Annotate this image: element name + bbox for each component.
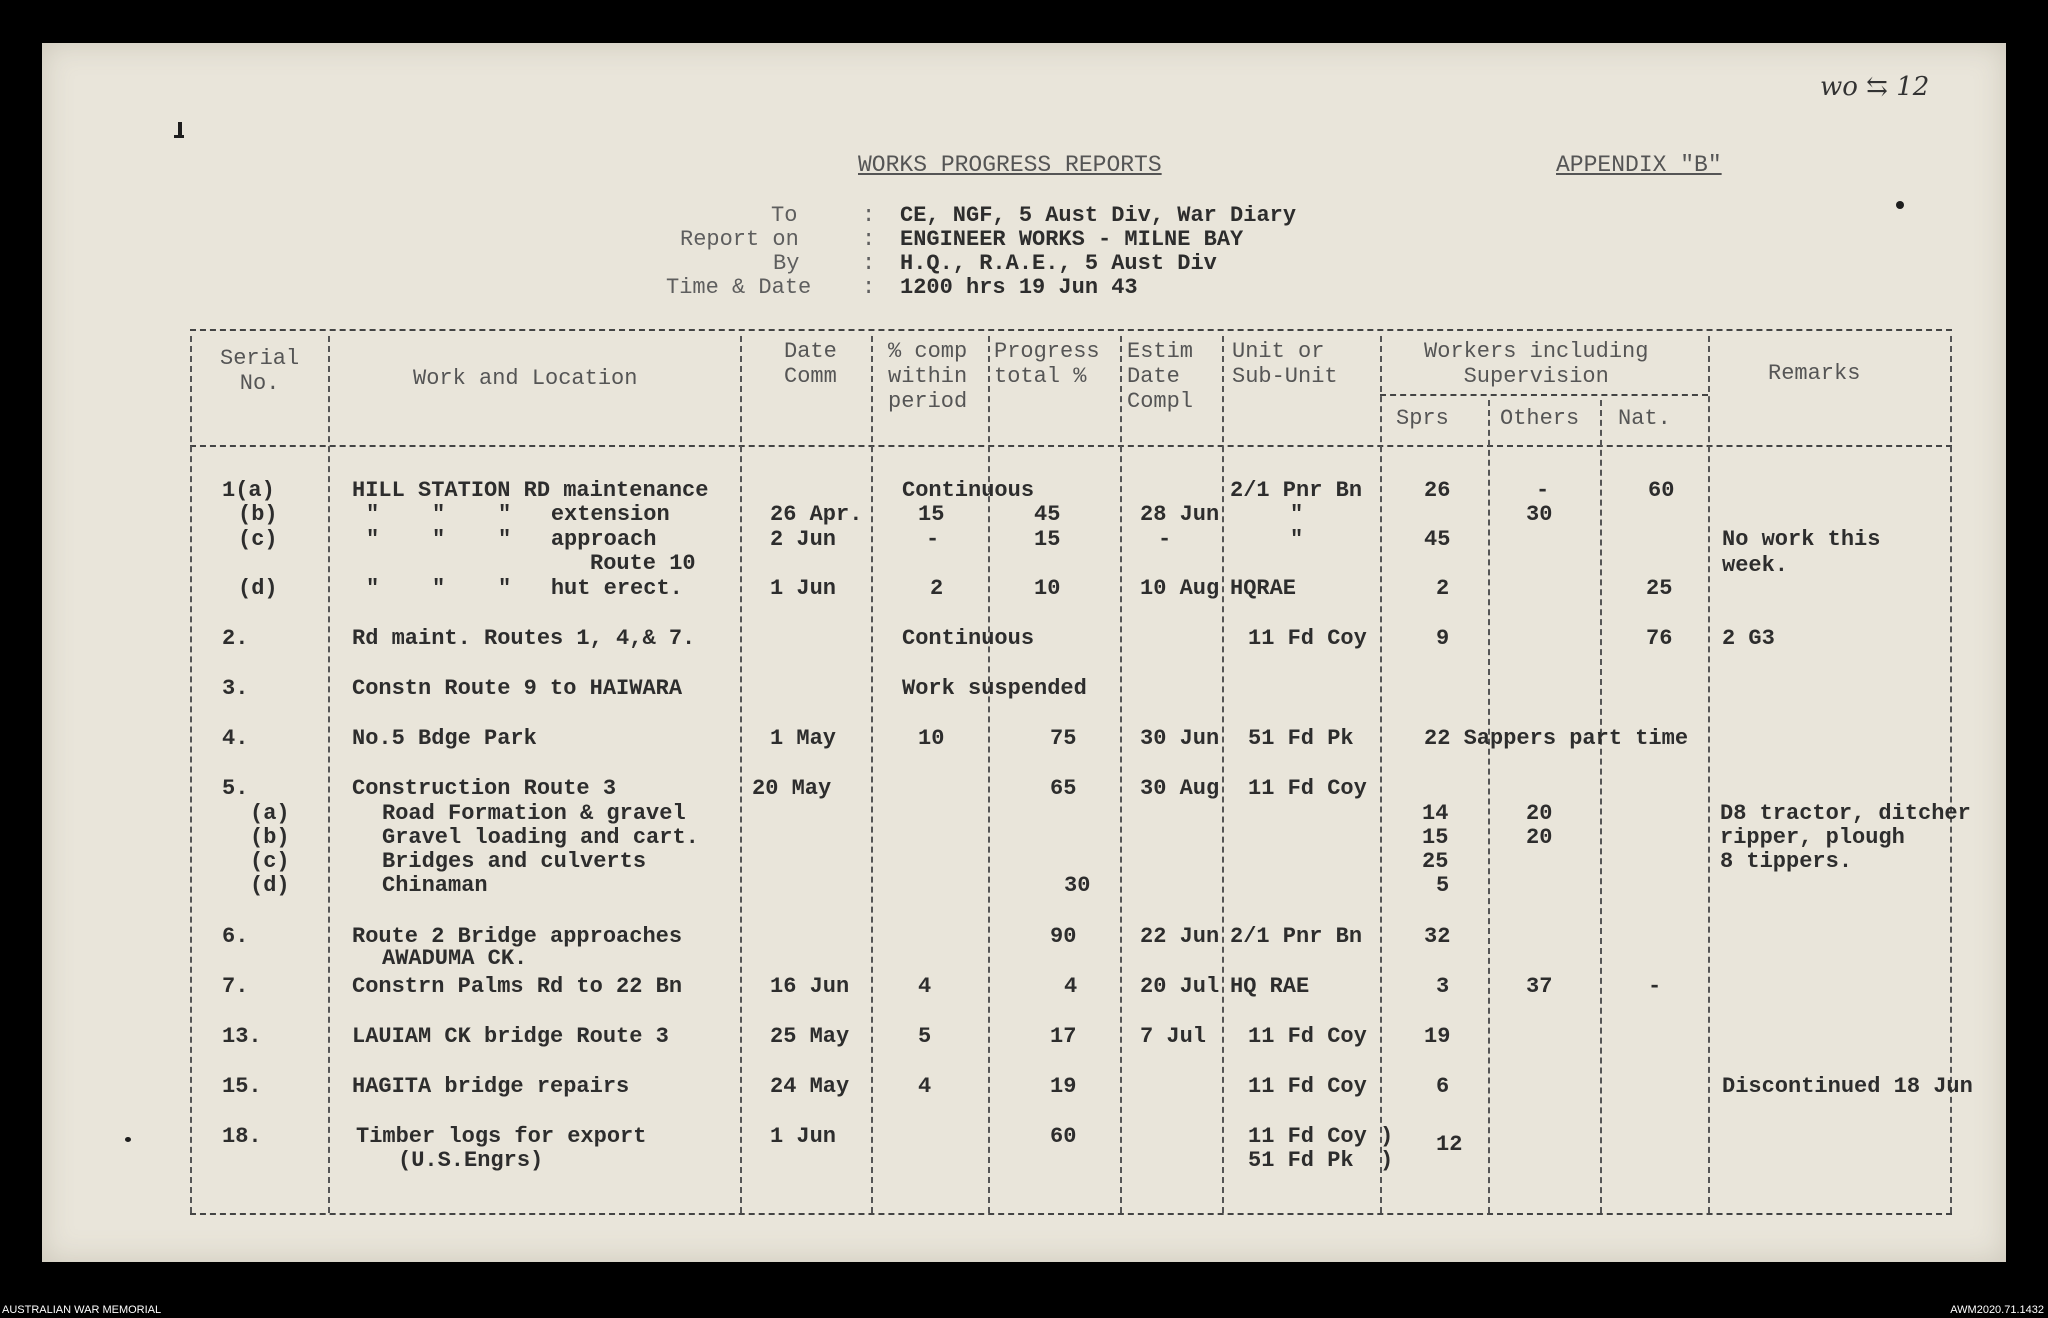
date-cell: 20 May — [752, 776, 832, 801]
others-cell: 20 — [1526, 801, 1553, 826]
header-estim: Estim Date Compl — [1127, 339, 1194, 414]
estim-cell: 20 Jul — [1140, 974, 1220, 999]
serial-cell: (d) — [250, 873, 290, 898]
progress-cell: 17 — [1050, 1024, 1077, 1049]
date-cell: 1 Jun — [770, 1124, 837, 1149]
col-border — [740, 336, 742, 1213]
estim-cell: - — [1158, 527, 1172, 552]
work-cell: " " " approach — [366, 527, 657, 552]
work-cell: Chinaman — [382, 873, 488, 898]
sprs-cell: 5 — [1436, 873, 1450, 898]
col-border — [1120, 336, 1122, 1213]
handwritten-reference: wo ⇆ 12 — [1820, 72, 1930, 102]
header-sprs: Sprs — [1396, 406, 1449, 431]
date-cell: 2 Jun — [770, 527, 837, 552]
serial-cell: 13. — [222, 1024, 262, 1049]
header-progress: Progress total % — [994, 339, 1100, 389]
serial-cell: (a) — [250, 801, 290, 826]
serial-cell: 18. — [222, 1124, 262, 1149]
col-border — [1600, 400, 1602, 1213]
ink-mark — [125, 1137, 131, 1142]
serial-cell: 1(a) — [222, 478, 275, 503]
header-remarks: Remarks — [1768, 361, 1861, 386]
work-cell: Route 2 Bridge approaches — [352, 924, 683, 949]
estim-cell: 10 Aug — [1140, 576, 1220, 601]
nat-cell: 60 — [1648, 478, 1675, 503]
progress-cell: 15 — [1034, 527, 1061, 552]
serial-cell: 6. — [222, 924, 249, 949]
work-cell: Timber logs for export — [356, 1124, 647, 1149]
progress-cell: 45 — [1034, 502, 1061, 527]
unit-cell: 51 Fd Pk — [1248, 726, 1354, 751]
report-label: Report on — [680, 227, 799, 252]
document-title: WORKS PROGRESS REPORTS — [858, 152, 1162, 178]
to-value: CE, NGF, 5 Aust Div, War Diary — [900, 203, 1297, 228]
unit-cell: 11 Fd Coy ) — [1248, 1124, 1394, 1149]
sprs-cell: 2 — [1436, 576, 1450, 601]
footer-accession: AWM2020.71.1432 — [1950, 1304, 2044, 1316]
work-cell-line2: (U.S.Engrs) — [398, 1148, 544, 1173]
col-border — [1708, 336, 1710, 1213]
sprs-cell: 6 — [1436, 1074, 1450, 1099]
progress-cell: 30 — [1064, 873, 1091, 898]
sprs-cell: 25 — [1422, 849, 1449, 874]
col-border — [988, 336, 990, 1213]
work-cell: No.5 Bdge Park — [352, 726, 537, 751]
by-value: H.Q., R.A.E., 5 Aust Div — [900, 251, 1217, 276]
date-cell: 1 Jun — [770, 576, 837, 601]
sprs-cell: 3 — [1436, 974, 1450, 999]
progress-cell: 65 — [1050, 776, 1077, 801]
date-cell: 26 Apr. — [770, 502, 863, 527]
serial-cell: (b) — [250, 825, 290, 850]
work-cell: Rd maint. Routes 1, 4,& 7. — [352, 626, 696, 651]
col-border — [871, 336, 873, 1213]
progress-cell: 75 — [1050, 726, 1077, 751]
unit-cell: 11 Fd Coy — [1248, 1024, 1367, 1049]
serial-cell: 3. — [222, 676, 249, 701]
table-top-rule — [190, 329, 1952, 331]
others-cell: 20 — [1526, 825, 1553, 850]
col-border — [1488, 400, 1490, 1213]
date-cell: 24 May — [770, 1074, 850, 1099]
others-cell: 37 — [1526, 974, 1553, 999]
time-value: 1200 hrs 19 Jun 43 — [900, 275, 1138, 300]
sprs-cell: 22 Sappers part time — [1424, 726, 1689, 751]
pct-cell: 4 — [918, 974, 932, 999]
date-cell: 25 May — [770, 1024, 850, 1049]
serial-cell: (d) — [238, 576, 278, 601]
col-border — [328, 336, 330, 1213]
progress-cell: 60 — [1050, 1124, 1077, 1149]
estim-cell: 28 Jun — [1140, 502, 1220, 527]
serial-cell: 5. — [222, 776, 249, 801]
remarks-cell: D8 tractor, ditcher — [1720, 801, 1971, 826]
col-border — [1380, 336, 1382, 1213]
progress-cell: 90 — [1050, 924, 1077, 949]
work-cell-line2: Route 10 — [590, 551, 696, 576]
remarks-cell: No work this — [1722, 527, 1881, 552]
work-cell: Constrn Palms Rd to 22 Bn — [352, 974, 683, 999]
serial-cell: (c) — [250, 849, 290, 874]
pct-cell: 4 — [918, 1074, 932, 1099]
header-nat: Nat. — [1618, 406, 1671, 431]
estim-cell: 30 Jun — [1140, 726, 1220, 751]
colon: : — [862, 203, 876, 228]
serial-cell: 4. — [222, 726, 249, 751]
sprs-cell: 14 — [1422, 801, 1449, 826]
header-unit: Unit or Sub-Unit — [1232, 339, 1338, 389]
estim-cell: 22 Jun — [1140, 924, 1220, 949]
work-cell-line2: AWADUMA CK. — [382, 946, 528, 971]
others-cell: 30 — [1526, 502, 1553, 527]
pct-cell: 2 — [930, 576, 944, 601]
date-cell: 16 Jun — [770, 974, 850, 999]
serial-cell: 15. — [222, 1074, 262, 1099]
nat-cell: 76 — [1646, 626, 1673, 651]
colon: : — [862, 251, 876, 276]
sprs-cell: 32 — [1424, 924, 1451, 949]
work-cell: LAUIAM CK bridge Route 3 — [352, 1024, 669, 1049]
sprs-cell: 45 — [1424, 527, 1451, 552]
nat-cell: 25 — [1646, 576, 1673, 601]
nat-cell: - — [1648, 974, 1662, 999]
colon: : — [862, 275, 876, 300]
remarks-cell: 2 G3 — [1722, 626, 1775, 651]
unit-cell: 11 Fd Coy — [1248, 1074, 1367, 1099]
remarks-cell: Discontinued 18 Jun — [1722, 1074, 1973, 1099]
pct-cell: Work suspended — [902, 676, 1087, 701]
time-label: Time & Date — [666, 275, 812, 300]
unit-cell: HQRAE — [1230, 576, 1297, 601]
work-cell: Road Formation & gravel — [382, 801, 686, 826]
unit-cell: 11 Fd Coy — [1248, 776, 1367, 801]
work-cell: Gravel loading and cart. — [382, 825, 699, 850]
ink-mark — [174, 135, 184, 138]
work-cell: Construction Route 3 — [352, 776, 617, 801]
pct-cell: Continuous — [902, 626, 1035, 651]
unit-cell: 2/1 Pnr Bn — [1230, 924, 1363, 949]
header-work: Work and Location — [413, 366, 638, 391]
unit-cell: " — [1290, 527, 1304, 552]
serial-cell: (c) — [238, 527, 278, 552]
to-label: To — [771, 203, 798, 228]
footer-credit: AUSTRALIAN WAR MEMORIAL — [2, 1304, 162, 1316]
date-cell: 1 May — [770, 726, 837, 751]
table-bottom-rule — [190, 1213, 1952, 1215]
work-cell: HAGITA bridge repairs — [352, 1074, 630, 1099]
header-workers: Workers including Supervision — [1424, 339, 1649, 389]
workers-subheader-rule — [1380, 394, 1708, 396]
serial-cell: 2. — [222, 626, 249, 651]
unit-cell: 11 Fd Coy — [1248, 626, 1367, 651]
progress-cell: 10 — [1034, 576, 1061, 601]
appendix-label: APPENDIX "B" — [1556, 152, 1722, 178]
by-label: By — [773, 251, 800, 276]
pct-cell: Continuous — [902, 478, 1035, 503]
estim-cell: 30 Aug — [1140, 776, 1220, 801]
serial-cell: (b) — [238, 502, 278, 527]
unit-cell: " — [1290, 502, 1304, 527]
header-bottom-rule — [190, 445, 1952, 447]
work-cell: " " " hut erect. — [366, 576, 683, 601]
header-serial: Serial No. — [220, 346, 300, 396]
work-cell: " " " extension — [366, 502, 670, 527]
pct-cell: 5 — [918, 1024, 932, 1049]
col-border — [1222, 336, 1224, 1213]
sprs-cell: 15 — [1422, 825, 1449, 850]
header-date: Date Comm — [784, 339, 837, 389]
ink-mark — [1896, 201, 1904, 209]
progress-cell: 19 — [1050, 1074, 1077, 1099]
remarks-cell: ripper, plough — [1720, 825, 1905, 850]
pct-cell: - — [926, 527, 940, 552]
serial-cell: 7. — [222, 974, 249, 999]
col-border — [190, 336, 192, 1213]
others-cell: - — [1536, 478, 1550, 503]
header-pct-comp: % comp within period — [888, 339, 968, 414]
report-value: ENGINEER WORKS - MILNE BAY — [900, 227, 1244, 252]
estim-cell: 7 Jul — [1140, 1024, 1207, 1049]
work-cell: HILL STATION RD maintenance — [352, 478, 709, 503]
work-cell: Bridges and culverts — [382, 849, 647, 874]
sprs-cell: 12 — [1436, 1132, 1463, 1157]
remarks-cell-line2: week. — [1722, 553, 1789, 578]
sprs-cell: 26 — [1424, 478, 1451, 503]
unit-cell: 2/1 Pnr Bn — [1230, 478, 1363, 503]
unit-cell: HQ RAE — [1230, 974, 1310, 999]
sprs-cell: 19 — [1424, 1024, 1451, 1049]
work-cell: Constn Route 9 to HAIWARA — [352, 676, 683, 701]
header-others: Others — [1500, 406, 1580, 431]
pct-cell: 15 — [918, 502, 945, 527]
unit-cell-line2: 51 Fd Pk ) — [1248, 1148, 1394, 1173]
pct-cell: 10 — [918, 726, 945, 751]
colon: : — [862, 227, 876, 252]
remarks-cell: 8 tippers. — [1720, 849, 1853, 874]
progress-cell: 4 — [1064, 974, 1078, 999]
sprs-cell: 9 — [1436, 626, 1450, 651]
